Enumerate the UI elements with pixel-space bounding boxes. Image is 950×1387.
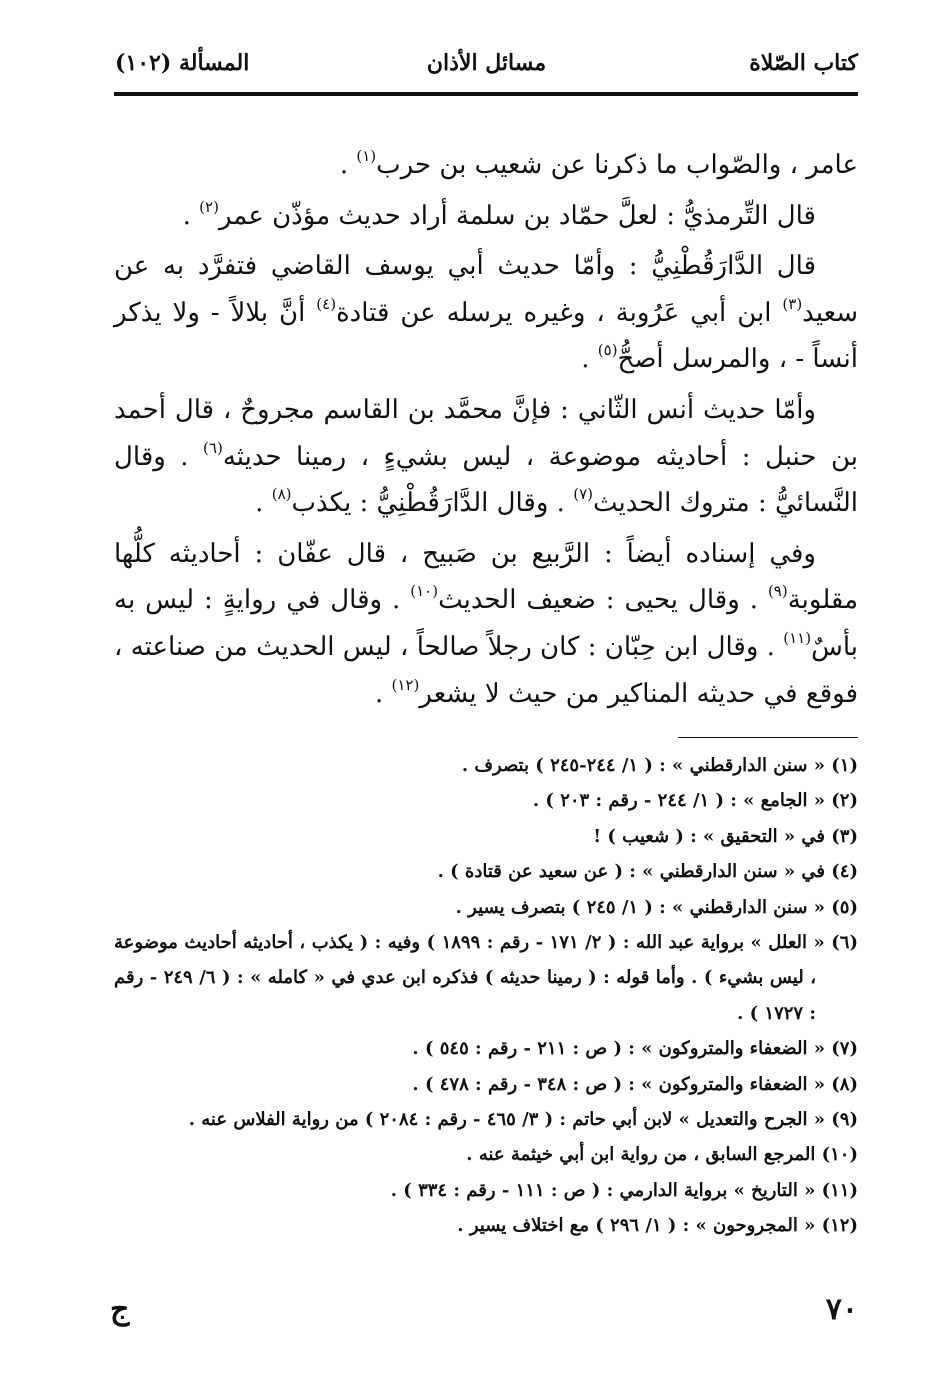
footnote-ref-5: (٥)	[597, 341, 618, 360]
footnote-separator	[678, 737, 858, 738]
footnote-11: (١١) « التاريخ » برواية الدارمي : ( ص : ١١١ - رقم : ٣٣٤ ) .	[390, 1179, 858, 1201]
footnote-2: (٢) « الجامع » : ( ١/ ٢٤٤ - رقم : ٢٠٣ ) .	[532, 790, 858, 812]
footnote-ref-6: (٦)	[203, 438, 223, 457]
footnote-ref-11: (١١)	[783, 628, 812, 647]
page-number: ٧٠	[825, 1292, 858, 1327]
footnote-ref-10: (١٠)	[410, 582, 439, 601]
footnotes	[114, 748, 858, 1244]
paragraph-4: وأمّا حديث أنس الثّاني : فإنَّ محمَّد بن القاسم مجروحٌ ، قال أحمد بن حنبل : أحاديثه موضوعة ، ليس بشيءٍ ، رمينا حديثه$^{(٦)}$ . وقال النَّسائيُّ : متروك الحديث$^{(٧)}$ . وقال الدَّارَقُطْنِيُّ : يكذب$^{(٨)}$ .	[114, 394, 858, 519]
footnote-8: (٨) « الضعفاء والمتروكون » : ( ص : ٣٤٨ - رقم : ٤٧٨ ) .	[412, 1073, 858, 1095]
footnote-5: (٥) « سنن الدارقطني » : ( ١/ ٢٤٥ ) بتصرف يسير .	[455, 896, 858, 918]
footnote-ref-9: (٩)	[767, 582, 788, 601]
paragraph-2: قال التِّرمذيُّ : لعلَّ حمّاد بن سلمة أراد حديث مؤذّن عمر$^{(٢)}$ .	[182, 197, 816, 231]
header-rule	[114, 92, 858, 96]
footnote-3: (٣) في « التحقيق » : ( شعيب ) !	[593, 825, 858, 847]
paragraph-1: عامر ، والصّواب ما ذكرنا عن شعيب بن حرب$^{(١)}$ .	[339, 147, 858, 180]
footnote-ref-4: (٤)	[316, 294, 337, 313]
footnote-ref-12: (١٢)	[391, 675, 420, 694]
footnote-ref-2: (٢)	[199, 197, 219, 216]
footnote-ref-8: (٨)	[271, 485, 292, 504]
header-chapter-title: مسائل الأذان	[426, 50, 547, 76]
footnote-ref-1: (١)	[356, 147, 377, 165]
footnote-10: (١٠) المرجع السابق ، من رواية ابن أبي خيثمة عنه .	[466, 1144, 858, 1166]
page-footer	[110, 1292, 858, 1332]
footnote-9: (٩) « الجرح والتعديل » لابن أبي حاتم : ( ٣/ ٤٦٥ - رقم : ٢٠٨٤ ) من رواية الفلاس عنه .	[188, 1109, 858, 1131]
footnote-1: (١) « سنن الدارقطني » : ( ١/ ٢٤٤-٢٤٥ ) بتصرف .	[461, 755, 858, 776]
signature-mark: ج	[110, 1292, 130, 1327]
running-header	[115, 50, 858, 84]
footnote-7: (٧) « الضعفاء والمتروكون » : ( ص : ٢١١ - رقم : ٥٤٥ ) .	[412, 1038, 858, 1060]
paragraph-5: وفي إسناده أيضاً : الرَّبيع بن صَبيح ، قال عفّان : أحاديثه كلُّها مقلوبة$^{(٩)}$ . وقال يحيى : ضعيف الحديث$^{(١٠)}$ . وقال في روايةٍ : ليس به بأسٌ$^{(١١)}$ . وقال ابن حِبّان : كان رجلاً صالحاً ، ليس الحديث من صناعته ، فوقع في حديثه المناكير من حيث لا يشعر$^{(١٢)}$ .	[114, 538, 859, 709]
header-issue-number: المسألة (١٠٢)	[115, 50, 250, 76]
footnote-12: (١٢) « المجروحون » : ( ١/ ٢٩٦ ) مع اختلاف يسير .	[457, 1215, 858, 1237]
footnote-6: (٦) « العلل » برواية عبد الله : ( ٢/ ١٧١ - رقم : ١٨٩٩ ) وفيه : ( يكذب ، أحاديثه أحاديث موضوعة ، ليس بشيء ) . وأما قوله : ( رمينا حديثه ) فذكره ابن عدي في « كامله » : ( ٦/ ٢٤٩ - رقم : ١٧٢٧ ) .	[114, 932, 858, 1024]
footnote-ref-7: (٧)	[573, 485, 593, 504]
paragraph-3: قال الدَّارَقُطْنِيُّ : وأمّا حديث أبي يوسف القاضي فتفرَّد به عن سعيد$^{(٣)}$ ابن أبي عَرُوبة ، وغيره يرسله عن قتادة$^{(٤)}$ أنَّ بلالاً - ولا يذكر أنساً - ، والمرسل أصحُّ$^{(٥)}$ .	[114, 251, 858, 375]
main-text	[114, 142, 858, 717]
footnote-ref-3: (٣)	[782, 294, 803, 313]
header-book-title: كتاب الصّلاة	[749, 50, 858, 76]
footnote-4: (٤) في « سنن الدارقطني » : ( عن سعيد عن قتادة ) .	[437, 861, 858, 883]
